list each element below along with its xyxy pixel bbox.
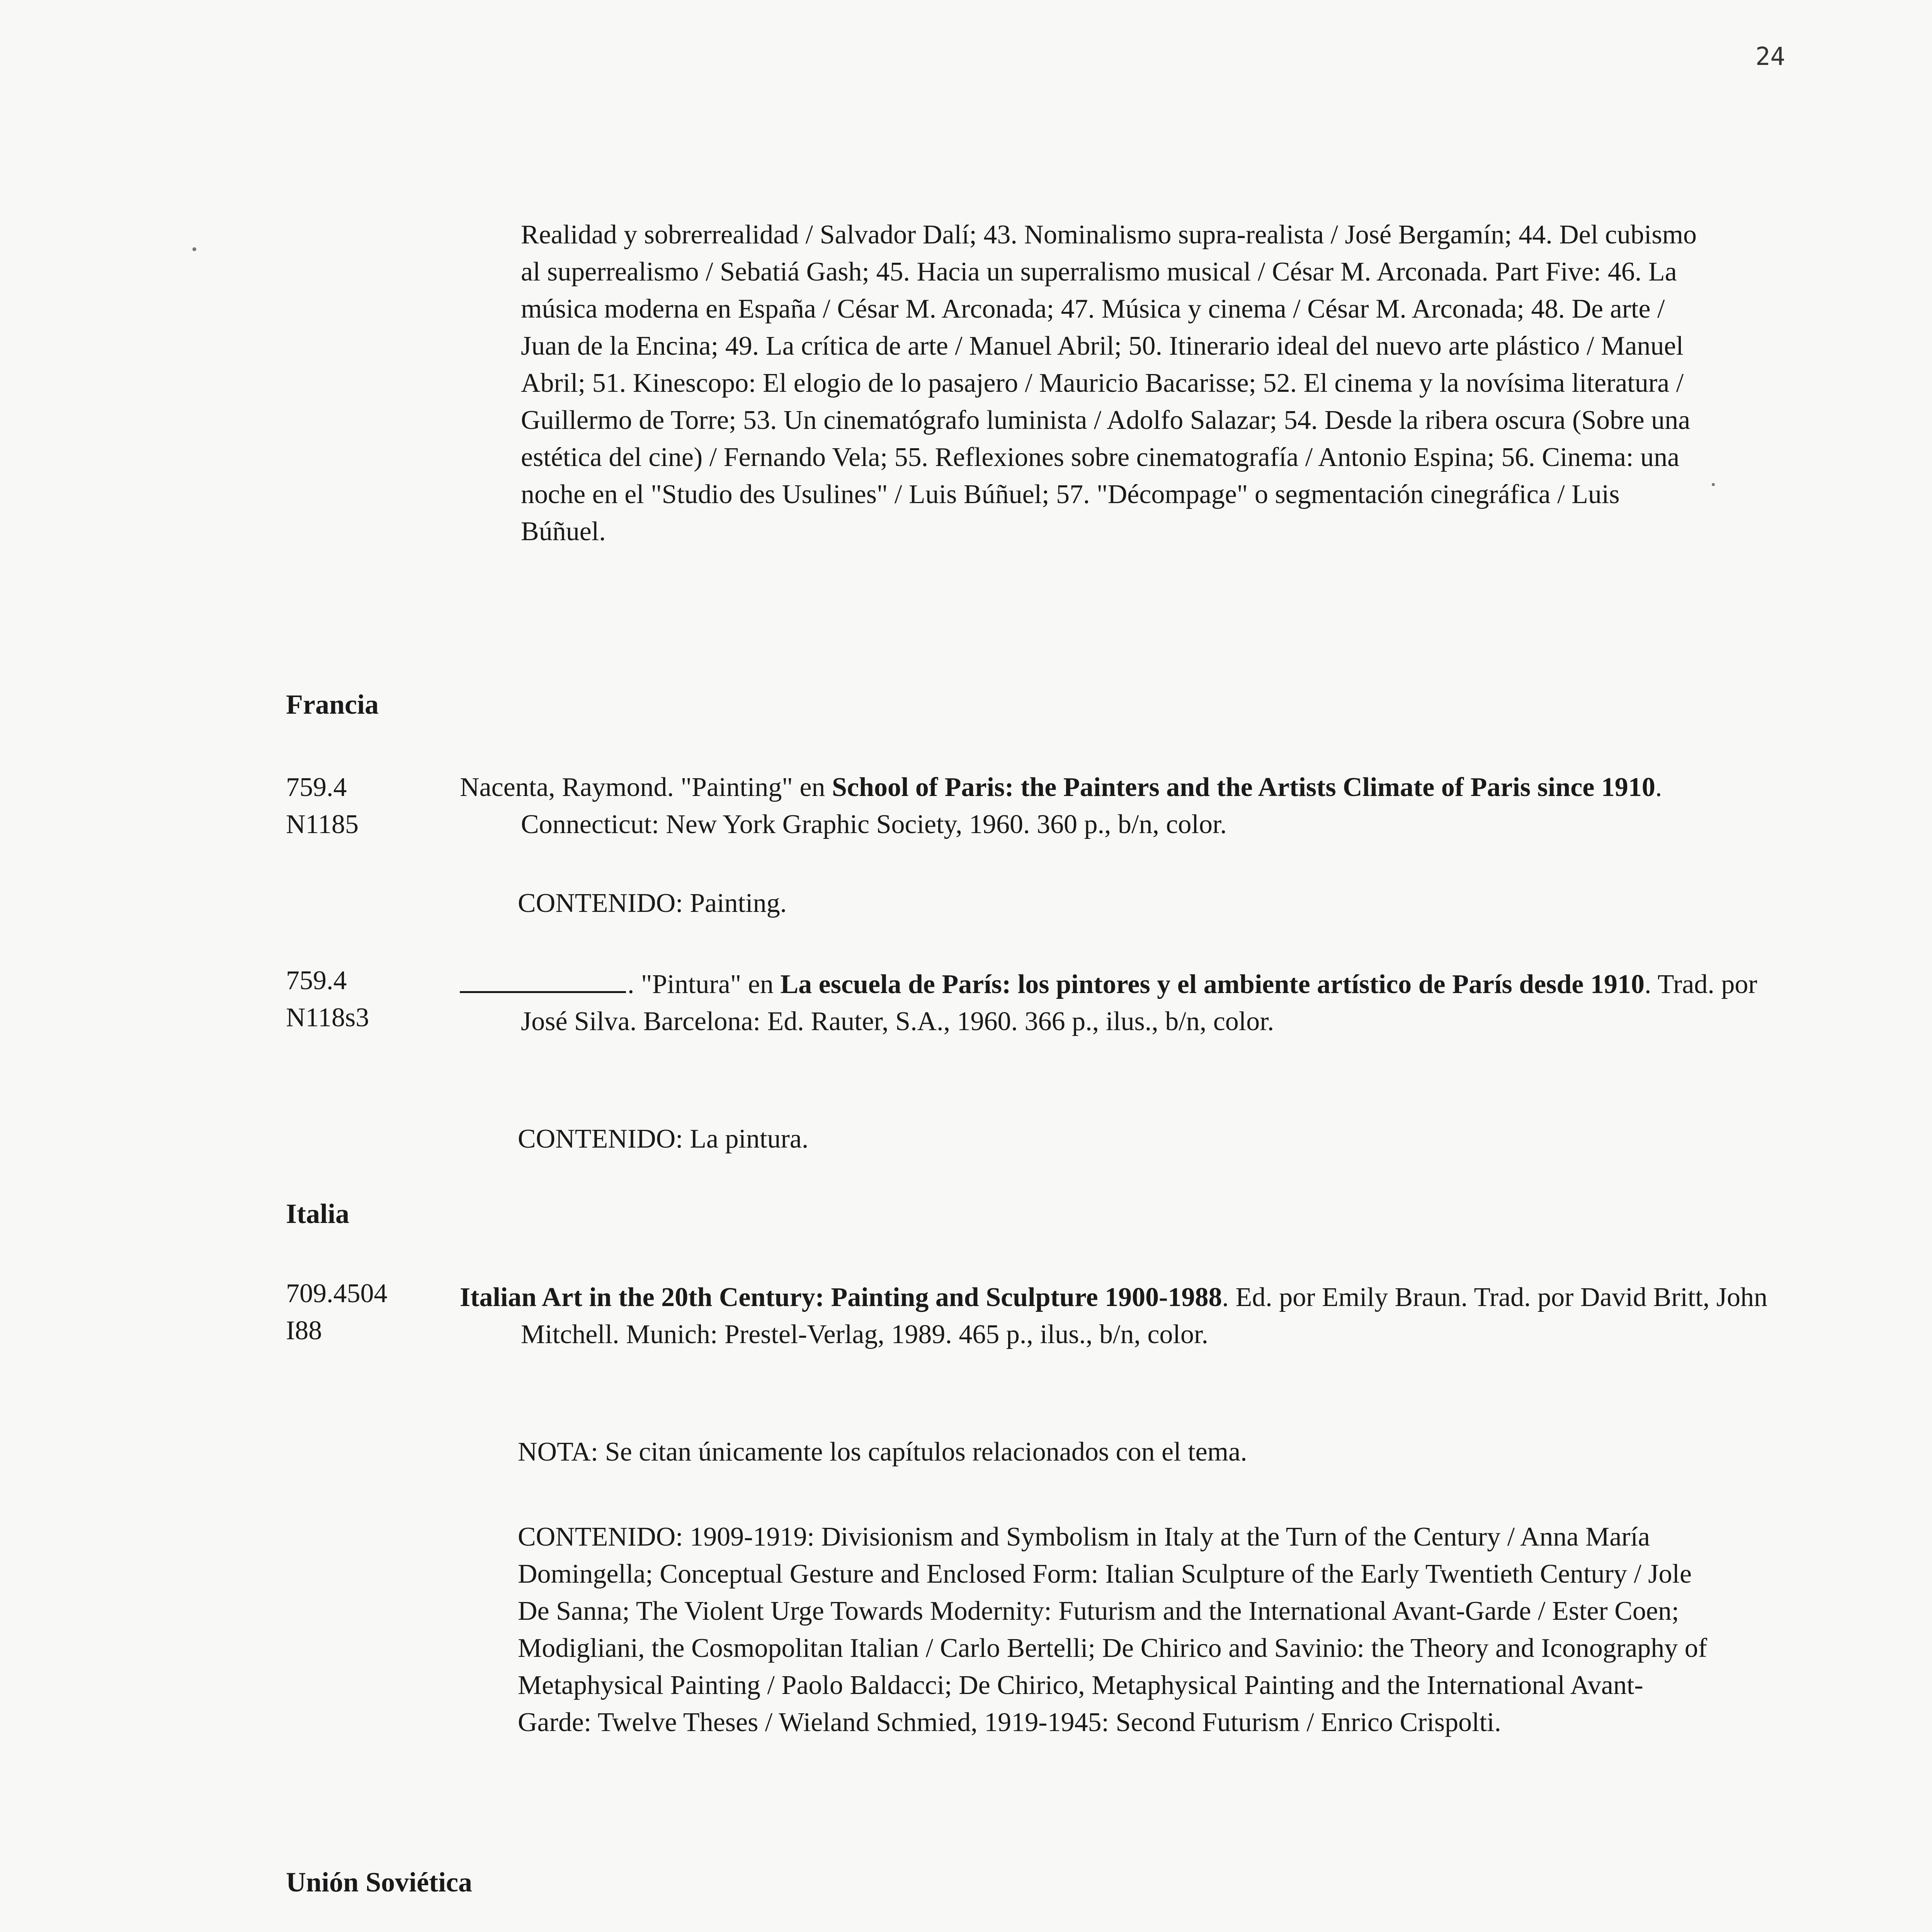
call-number [286, 1275, 448, 1349]
scan-speck [1712, 483, 1715, 486]
entry-details: . Connecticut: New York Graphic Society, 1960. 360 p., b/n, color. [521, 772, 1662, 839]
entry-details: . Trad. por José Silva. Barcelona: Ed. Rauter, S.A., 1960. 366 p., ilus., b/n, color. [521, 969, 1757, 1036]
call-number-cutter: N1185 [286, 810, 359, 839]
entry-contents: CONTENIDO: 1909-1919: Divisionism and Symbolism in Italy at the Turn of the Century / Anna María Domingella; Conceptual Gesture and Enclosed Form: Italian Sculpture of the Early Twentieth Century / Jole De Sanna; The Violent Urge Towards Modernity: Futurism and the International Avant-Garde / Ester Coen; Modigliani, the Cosmopolitan Italian / Carlo Bertelli; De Chirico and Savinio: the Theory and Iconography of Metaphysical Painting / Paolo Baldacci; De Chirico, Metaphysical Painting and the International Avant-Garde: Twelve Theses / Wieland Schmied, 1919-1945: Second Futurism / Enrico Crispolti. [518, 1522, 1708, 1737]
bibliographic-entry [460, 769, 1769, 843]
page-number: 24 [1755, 43, 1785, 71]
continuation-paragraph: Realidad y sobrerrealidad / Salvador Dalí; 43. Nominalismo supra-realista / José Bergamín; 44. Del cubismo al superrealismo / Sebatiá Gash; 45. Hacia un superralismo musical / César M. Arconada. Part Five: 46. La música moderna en España / César M. Arconada; 47. Música y cinema / César M. Arconada; 48. De arte / Juan de la Encina; 49. La crítica de arte / Manuel Abril; 50. Itinerario ideal del nuevo arte plástico / Manuel Abril; 51. Kinescopo: El elogio de lo pasajero / Mauricio Bacarisse; 52. El cinema y la novísima literatura / Guillermo de Torre; 53. Un cinematógrafo luminista / Adolfo Salazar; 54. Desde la ribera oscura (Sobre una estética del cine) / Fernando Vela; 55. Reflexiones sobre cinematografía / Antonio Espina; 56. Cinema: una noche en el "Studio des Usulines" / Luis Búñuel; 57. "Décompage" o segmentación cinegráfica / Luis Búñuel. [521, 220, 1697, 546]
entry-note: NOTA: Se citan únicamente los capítulos relacionados con el tema. [518, 1437, 1247, 1467]
entry-title: La escuela de París: los pintores y el ambiente artístico de París desde 1910 [780, 969, 1645, 999]
call-number [286, 962, 448, 1036]
scan-speck [192, 247, 196, 251]
call-number-class: 709.4504 [286, 1279, 388, 1308]
entry-title: School of Paris: the Painters and the Artists Climate of Paris since 1910 [832, 772, 1655, 802]
entry-author: . "Pintura" en [628, 969, 781, 999]
ditto-author-line [460, 968, 626, 993]
entry-details: . Ed. por Emily Braun. Trad. por David Britt, John Mitchell. Munich: Prestel-Verlag, 1989. 465 p., ilus., b/n, color. [521, 1282, 1768, 1349]
entry-contents: CONTENIDO: Painting. [518, 888, 787, 918]
call-number-class: 759.4 [286, 772, 347, 802]
call-number [286, 769, 448, 843]
call-number-cutter: I88 [286, 1316, 322, 1345]
section-heading-italia: Italia [286, 1198, 350, 1229]
bibliographic-entry [460, 966, 1769, 1040]
entry-title: Italian Art in the 20th Century: Painting and Sculpture 1900-1988 [460, 1282, 1222, 1312]
section-heading-union-sovietica: Unión Soviética [286, 1867, 473, 1898]
bibliographic-entry [460, 1279, 1769, 1353]
entry-author: Nacenta, Raymond. "Painting" en [460, 772, 832, 802]
entry-contents: CONTENIDO: La pintura. [518, 1124, 809, 1154]
call-number-class: 759.4 [286, 966, 347, 995]
call-number-cutter: N118s3 [286, 1003, 369, 1032]
section-heading-francia: Francia [286, 689, 379, 720]
